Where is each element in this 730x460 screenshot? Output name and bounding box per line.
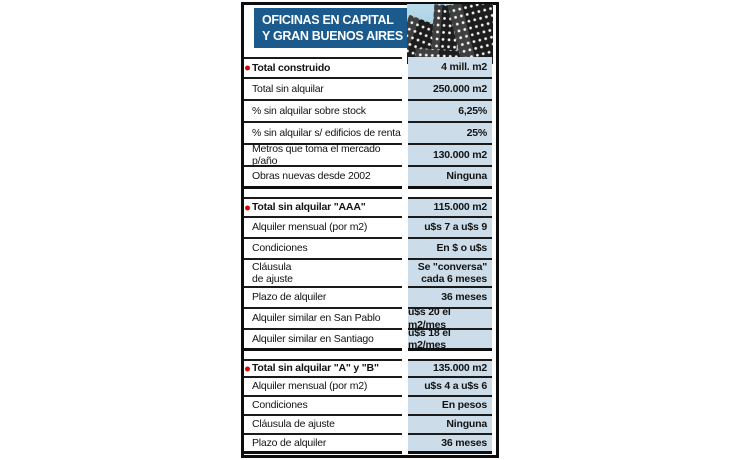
row-value: Se "conversa" cada 6 meses: [408, 260, 492, 288]
row-label: Alquiler similar en Santiago: [244, 330, 402, 351]
row-label: Obras nuevas desde 2002: [244, 167, 402, 189]
bullet-icon: [245, 66, 250, 71]
row-value: u$s 4 a u$s 6: [408, 378, 492, 397]
table-row: [244, 123, 496, 145]
row-label: Condiciones: [244, 397, 402, 416]
bullet-icon: [245, 205, 250, 210]
row-label: Metros que toma el mercado p/año: [244, 145, 402, 167]
row-label: % sin alquilar sobre stock: [244, 101, 402, 123]
row-label: Plazo de alquiler: [244, 288, 402, 309]
row-value: 135.000 m2: [408, 359, 492, 378]
row-value: u$s 7 a u$s 9: [408, 218, 492, 239]
table-row: [244, 239, 496, 260]
row-label: Plazo de alquiler: [244, 435, 402, 454]
row-value: 36 meses: [408, 288, 492, 309]
row-label: Cláusula de ajuste: [244, 260, 402, 288]
row-value: En $ o u$s: [408, 239, 492, 260]
table-row: [244, 79, 496, 101]
row-label: % sin alquilar s/ edificios de renta: [244, 123, 402, 145]
title-line-1: OFICINAS EN CAPITAL: [262, 12, 394, 27]
row-label: Condiciones: [244, 239, 402, 260]
table-row: [244, 142, 496, 167]
bullet-icon: [245, 366, 250, 371]
row-label: Total sin alquilar "AAA": [244, 197, 402, 218]
table-section: [244, 57, 496, 189]
infographic-title-box: [254, 8, 407, 48]
table-section: [244, 359, 496, 454]
row-label: Total sin alquilar: [244, 79, 402, 101]
row-label: Alquiler mensual (por m2): [244, 218, 402, 239]
title-line-2: Y GRAN BUENOS AIRES: [262, 29, 403, 43]
row-value: 36 meses: [408, 435, 492, 454]
row-value: u$s 20 el m2/mes: [408, 309, 492, 330]
row-label: Cláusula de ajuste: [244, 416, 402, 435]
row-value: u$s 18 el m2/mes: [408, 330, 492, 351]
infographic-board: [241, 2, 499, 458]
table-row: [244, 260, 496, 288]
row-value: 25%: [408, 123, 492, 145]
table-row: [244, 218, 496, 239]
table-section: [244, 197, 496, 351]
table-row: [244, 326, 496, 351]
table-row: [244, 435, 496, 454]
table-row: [244, 359, 496, 378]
office-towers-illustration: [407, 4, 493, 64]
row-value: 130.000 m2: [408, 145, 492, 167]
table-row: [244, 397, 496, 416]
row-label: Alquiler similar en San Pablo: [244, 309, 402, 330]
table-row: [244, 101, 496, 123]
row-value: 250.000 m2: [408, 79, 492, 101]
row-value: 6,25%: [408, 101, 492, 123]
row-value: 4 mill. m2: [408, 57, 492, 79]
row-label: Total construido: [244, 57, 402, 79]
table-row: [244, 416, 496, 435]
row-value: 115.000 m2: [408, 197, 492, 218]
table-row: [244, 197, 496, 218]
table-row: [244, 57, 496, 79]
table-row: [244, 167, 496, 189]
row-value: Ninguna: [408, 167, 492, 189]
row-label: Total sin alquilar "A" y "B": [244, 359, 402, 378]
data-table: [244, 57, 496, 460]
row-value: Ninguna: [408, 416, 492, 435]
row-label: Alquiler mensual (por m2): [244, 378, 402, 397]
table-row: [244, 378, 496, 397]
row-value: En pesos: [408, 397, 492, 416]
